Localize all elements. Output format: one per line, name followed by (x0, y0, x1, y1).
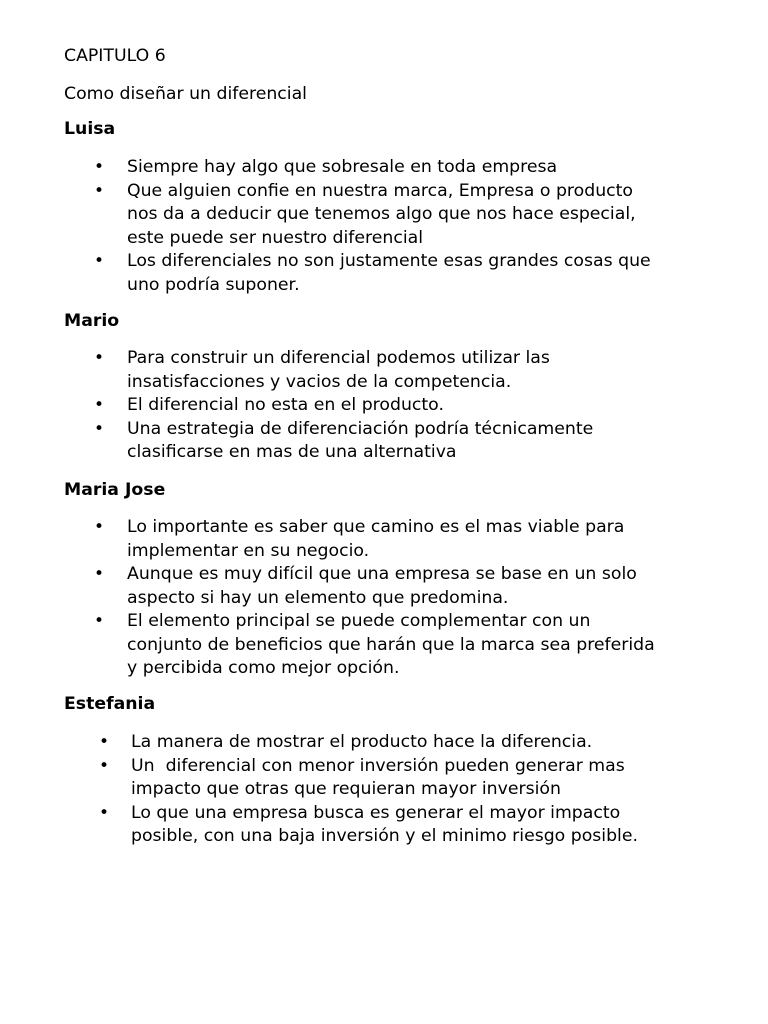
bullet-icon: • (94, 251, 105, 271)
bullet-list-estefania (0, 731, 638, 849)
bullet-item (0, 610, 655, 681)
bullet-text-line: Para construir un diferencial podemos utilizar las (127, 348, 550, 368)
bullet-item (0, 394, 593, 418)
bullet-text-line: Una estrategia de diferenciación podría técnicamente (127, 418, 594, 439)
bullet-text-line: Los diferenciales no son justamente esas grandes cosas que (127, 251, 651, 271)
bullet-text-line: impacto que otras que requieran mayor inversión (131, 779, 561, 799)
bullet-icon: • (94, 157, 105, 177)
bullet-item (0, 802, 638, 849)
bullet-text-line: Que alguien confie en nuestra marca, Empresa o producto (127, 180, 633, 201)
speaker-heading-estefania: Estefania (64, 694, 156, 714)
bullet-item (0, 156, 651, 180)
bullet-text-line: este puede ser nuestro diferencial (127, 227, 424, 248)
bullet-item (0, 755, 638, 802)
bullet-text-line: uno podría suponer. (127, 274, 300, 295)
bullet-icon: • (94, 564, 105, 584)
bullet-list-mario (0, 347, 593, 465)
bullet-item (0, 250, 651, 297)
document-subtitle: Como diseñar un diferencial (64, 84, 307, 104)
bullet-text-line: Un diferencial con menor inversión pueden generar mas (131, 755, 625, 776)
bullet-item (0, 563, 655, 610)
bullet-text-line: Lo que una empresa busca es generar el mayor impacto (131, 802, 621, 823)
bullet-item (0, 347, 593, 394)
bullet-text-line: insatisfacciones y vacios de la competencia. (127, 371, 512, 392)
bullet-item (0, 180, 651, 251)
bullet-icon: • (94, 611, 105, 631)
chapter-title: CAPITULO 6 (64, 46, 166, 66)
bullet-text-line: nos da a deducir que tenemos algo que nos hace especial, (127, 204, 636, 224)
bullet-text-line: clasificarse en mas de una alternativa (127, 442, 457, 462)
bullet-item (0, 731, 638, 755)
bullet-text-line: posible, con una baja inversión y el minimo riesgo posible. (131, 826, 638, 846)
bullet-text-line: Lo importante es saber que camino es el mas viable para (127, 517, 625, 537)
bullet-icon: • (94, 180, 105, 201)
speaker-heading-luisa: Luisa (64, 119, 116, 139)
bullet-icon: • (94, 517, 105, 537)
bullet-icon: • (94, 348, 105, 368)
bullet-icon: • (99, 755, 110, 776)
bullet-text-line: Aunque es muy difícil que una empresa se base en un solo (127, 564, 637, 584)
bullet-text-line: El elemento principal se puede complementar con un (127, 611, 591, 631)
bullet-text-line: Siempre hay algo que sobresale en toda empresa (127, 157, 558, 177)
bullet-text-line: conjunto de beneficios que harán que la marca sea preferida (127, 634, 655, 655)
speaker-heading-mario: Mario (64, 311, 120, 331)
bullet-text-line: y percibida como mejor opción. (127, 658, 400, 678)
bullet-text-line: El diferencial no esta en el producto. (127, 395, 444, 415)
bullet-icon: • (94, 418, 105, 439)
bullet-icon: • (99, 732, 110, 752)
speaker-heading-maria-jose: Maria Jose (64, 480, 166, 500)
bullet-text-line: aspecto si hay un elemento que predomina. (127, 587, 509, 608)
bullet-icon: • (99, 802, 110, 823)
bullet-item (0, 418, 593, 465)
bullet-text-line: La manera de mostrar el producto hace la diferencia. (131, 732, 593, 752)
bullet-icon: • (94, 395, 105, 415)
bullet-item (0, 516, 655, 563)
bullet-list-luisa (0, 156, 651, 297)
bullet-text-line: implementar en su negocio. (127, 540, 370, 561)
bullet-list-maria-jose (0, 516, 655, 681)
